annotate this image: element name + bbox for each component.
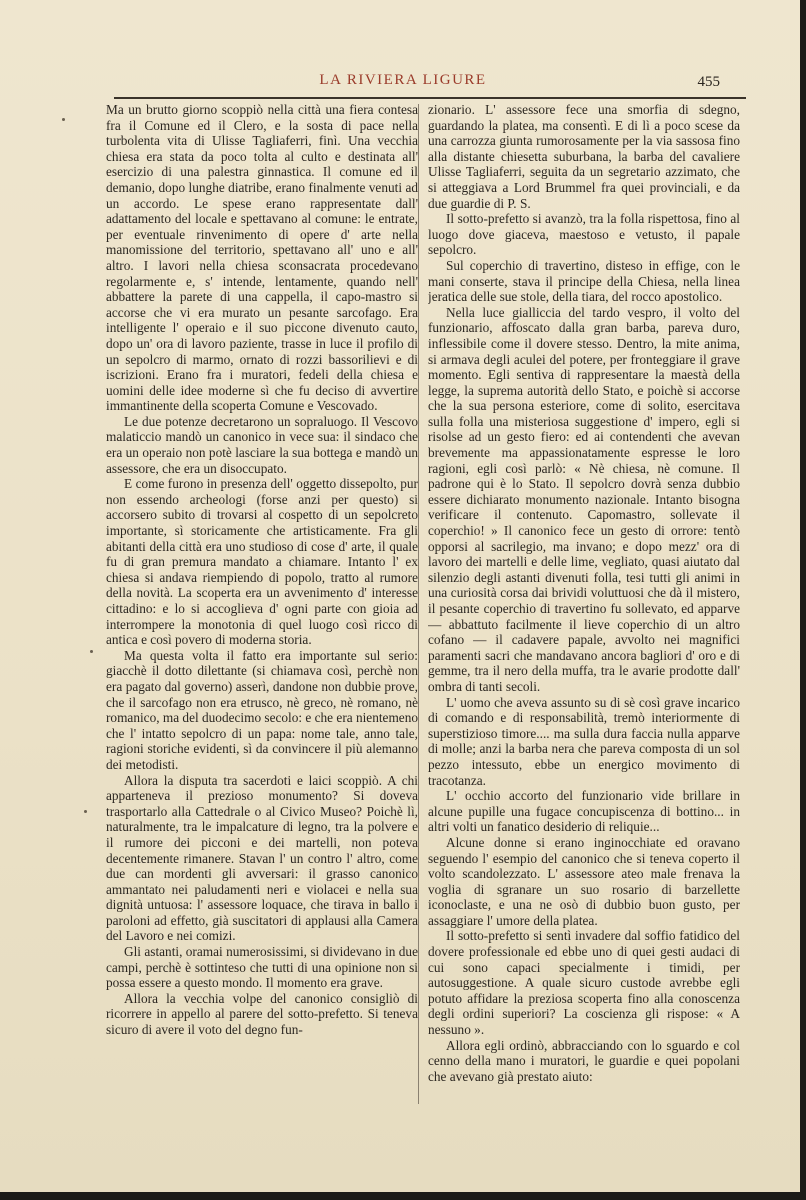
paragraph: Allora egli ordinò, abbracciando con lo sguardo e col cenno della mano i muratori, le guardie e quei popolani che avevano già prestato aiuto:	[428, 1037, 740, 1084]
paragraph: Gli astanti, oramai numerosissimi, si dividevano in due campi, perchè è sottinteso che tutti di una opinione non si possa essere a questo mondo. Il momento era grave.	[106, 944, 418, 991]
column-divider	[418, 104, 419, 1104]
paragraph: Il sotto-prefetto si sentì invadere dal soffio fatidico del dovere professionale ed ebbe uno di quei gesti audaci di cui sono capaci specialmente i timidi, per autosuggestione. A quale sicuro custode avrebbe egli potuto affidare la preziosa scoperta fino alla conoscenza degli ordini superiori? La coscienza gli rispose: « A nessuno ».	[428, 928, 740, 1038]
paragraph: Ma un brutto giorno scoppiò nella città una fiera contesa fra il Comune ed il Clero, e la sosta di pace nella turbolenta vita di Ulisse Tagliaferri, finì. Una vecchia chiesa era stata da poco tolta al culto e destinata all' esercizio di una palestra ginnastica. Il comune ed il demanio, dopo lunghe diatribe, erano finalmente venuti ad un accordo. Le spese erano rappresentate dall' adattamento del locale e spettavano al comune: le entrate, per eventuale rinvenimento di opere d' arte nella manomissione del territorio, spettavano all' uno e all' altro. I lavori nella chiesa sconsacrata procedevano regolarmente e, s' intende, lentamente, quando nell' abbattere la parete di una cappella, il capo-mastro si accorse che vi era murato un pesante sarcofago. Era intelligente l' operaio e il suo piccone divenuto cauto, dopo un' ora di lavoro paziente, trasse in luce il profilo di un sepolcro di marmo, ornato di rozzi bassorilievi e di iscrizioni. Erano fra i muratori, fedeli della chiesa e uomini delle idee moderne sì che fu deciso di avvertire immantinente della scoperta Comune e Vescovado.	[106, 102, 418, 414]
paragraph: Il sotto-prefetto si avanzò, tra la folla rispettosa, fino al luogo dove giaceva, maestoso e vetusto, il papale sepolcro.	[428, 211, 740, 258]
paper-speck	[62, 118, 65, 121]
paper-speck	[90, 650, 93, 653]
running-title: LA RIVIERA LIGURE	[319, 72, 487, 88]
scan-edge-bottom	[0, 1192, 806, 1200]
scan-edge-right	[800, 0, 806, 1200]
right-column	[428, 102, 740, 1142]
left-column	[106, 102, 418, 1142]
header-rule	[114, 97, 746, 99]
paragraph: Allora la vecchia volpe del canonico consigliò di ricorrere in appello al parere del sotto-prefetto. Si teneva sicuro di avere il voto del degno fun-	[106, 990, 418, 1038]
paragraph: Sul coperchio di travertino, disteso in effige, con le mani conserte, stava il principe della Chiesa, nella linea jeratica delle sue stole, della tiara, del rocco apostolico.	[428, 257, 740, 305]
paragraph: L' uomo che aveva assunto su di sè così grave incarico di comando e di responsabilità, tremò interiormente di superstizioso timore.... ma sulla dura faccia nulla apparve di molle; anzi la barba nera che pareva composta di un sol pezzo intessuto, ebbe un energico movimento di tracotanza.	[428, 694, 740, 788]
paragraph: Nella luce gialliccia del tardo vespro, il volto del funzionario, affoscato dalla gran barba, pareva duro, inflessibile come il dovere stesso. Dentro, la mite anima, si armava degli aculei del potere, per fronteggiare il grave momento. Egli sentiva di rappresentare la maestà della legge, la suprema autorità dello Stato, e poichè si accorse che la sua persona esteriore, come di solito, esercitava sulla folla una misteriosa suggestione d' impero, egli si risolse ad un gesto fiero: ed ai contendenti che avevan brevemente ma appassionatamente espresse le loro ragioni, egli così parlò: « Nè chiesa, nè comune. Il padrone qui è lo Stato. Il sepolcro dovrà senza dubbio essere dichiarato monumento nazionale. Intanto bisogna verificare il contenuto. Capomastro, sollevate il coperchio! » Il canonico fece un gesto di orrore: tentò opporsi al sacrilegio, ma invano; e dopo mezz' ora di lavoro dei martelli e delle lime, vegliato, quasi aiutato dal silenzio degli astanti divenuti folla, tesi tutti gli animi in una curiosità corsa dai brividi voluttuosi che dà il mistero, il pesante coperchio di travertino fu sollevato, ed apparve — abbattuto facilmente il lieve coperchio di un altro cofano — il cadavere papale, avvolto nei magnifici paramenti sacri che mandavano ancora bagliori d' oro e di gemme, tra il nero della muffa, tra le avarie prodotte dall' ombra di tanti secoli.	[428, 304, 740, 694]
paragraph: L' occhio accorto del funzionario vide brillare in alcune pupille una fugace concupiscenza di bottino... in altri volti un fanatico desiderio di reliquie...	[428, 788, 740, 835]
paragraph: zionario. L' assessore fece una smorfia di sdegno, guardando la platea, ma consentì. E di lì a poco scese da una carrozza giunta rumorosamente per la via sassosa fino alla distante chiesetta suburbana, la barba del cavaliere Ulisse Tagliaferri, seguita da un segretario azzimato, che si atteggiava a Lord Brummel fra quei provinciali, e da due guardie di P. S.	[428, 102, 740, 211]
paragraph: E come furono in presenza dell' oggetto dissepolto, pur non essendo archeologi (forse anzi per questo) si accorsero subito di trovarsi al cospetto di un sepolcreto importante, sì storicamente che artisticamente. Fra gli abitanti della città era uno studioso di cose d' arte, il quale fu di gran premura mandato a chiamare. Intanto l' ex chiesa si andava riempiendo di popolo, tratto al rumore della novità. La scoperta era un avvenimento d' interesse cittadino: e lo si accoglieva d' ogni parte con gioia ad interrompere la monotonia di quel luogo così ricco di antica e così povero di moderna storia.	[106, 476, 418, 648]
paper-speck	[84, 810, 87, 813]
paragraph: Alcune donne si erano inginocchiate ed oravano seguendo l' esempio del canonico che si teneva coperto il volto scandolezzato. L' assessore ateo male frenava la voglia di sgranare un suo rosario di barzellette iconoclaste, e una ne osò di dubbio buon gusto, per assaggiare l' umore della platea.	[428, 834, 740, 928]
paragraph: Le due potenze decretarono un sopraluogo. Il Vescovo malaticcio mandò un canonico in vece sua: il sindaco che era un operaio non potè lasciare la sua bottega e mandò un assessore, che era un disoccupato.	[106, 413, 418, 476]
page-number: 455	[697, 74, 720, 90]
paragraph: Allora la disputa tra sacerdoti e laici scoppiò. A chi apparteneva il prezioso monumento? Si doveva trasportarlo alla Cattedrale o al Civico Museo? Poichè lì, naturalmente, tra le impalcature di legno, tra la polvere e il rumore dei picconi e dei martelli, non poteva decentemente rimanere. Stavan l' un contro l' altro, come due can mordenti gli avversari: il grasso canonico ammantato nei paludamenti neri e violacei e nella sua dignità untuosa: l' assessore loquace, che tirava in ballo i paroloni ad effetto, già suscitatori di applausi alla Camera del Lavoro e nei comizi.	[106, 772, 418, 944]
paragraph: Ma questa volta il fatto era importante sul serio: giacchè il dotto dilettante (si chiamava così, perchè non era pagato dal governo) asserì, dandone non dubbie prove, che il sarcofago non era etrusco, nè greco, nè romano, nè romanico, ma del duodecimo secolo: e che era nientemeno che l' intatto sepolcro di un papa: nome tale, anno tale, ragioni storiche evidenti, sì da convincere il più alemanno dei metodisti.	[106, 647, 418, 772]
